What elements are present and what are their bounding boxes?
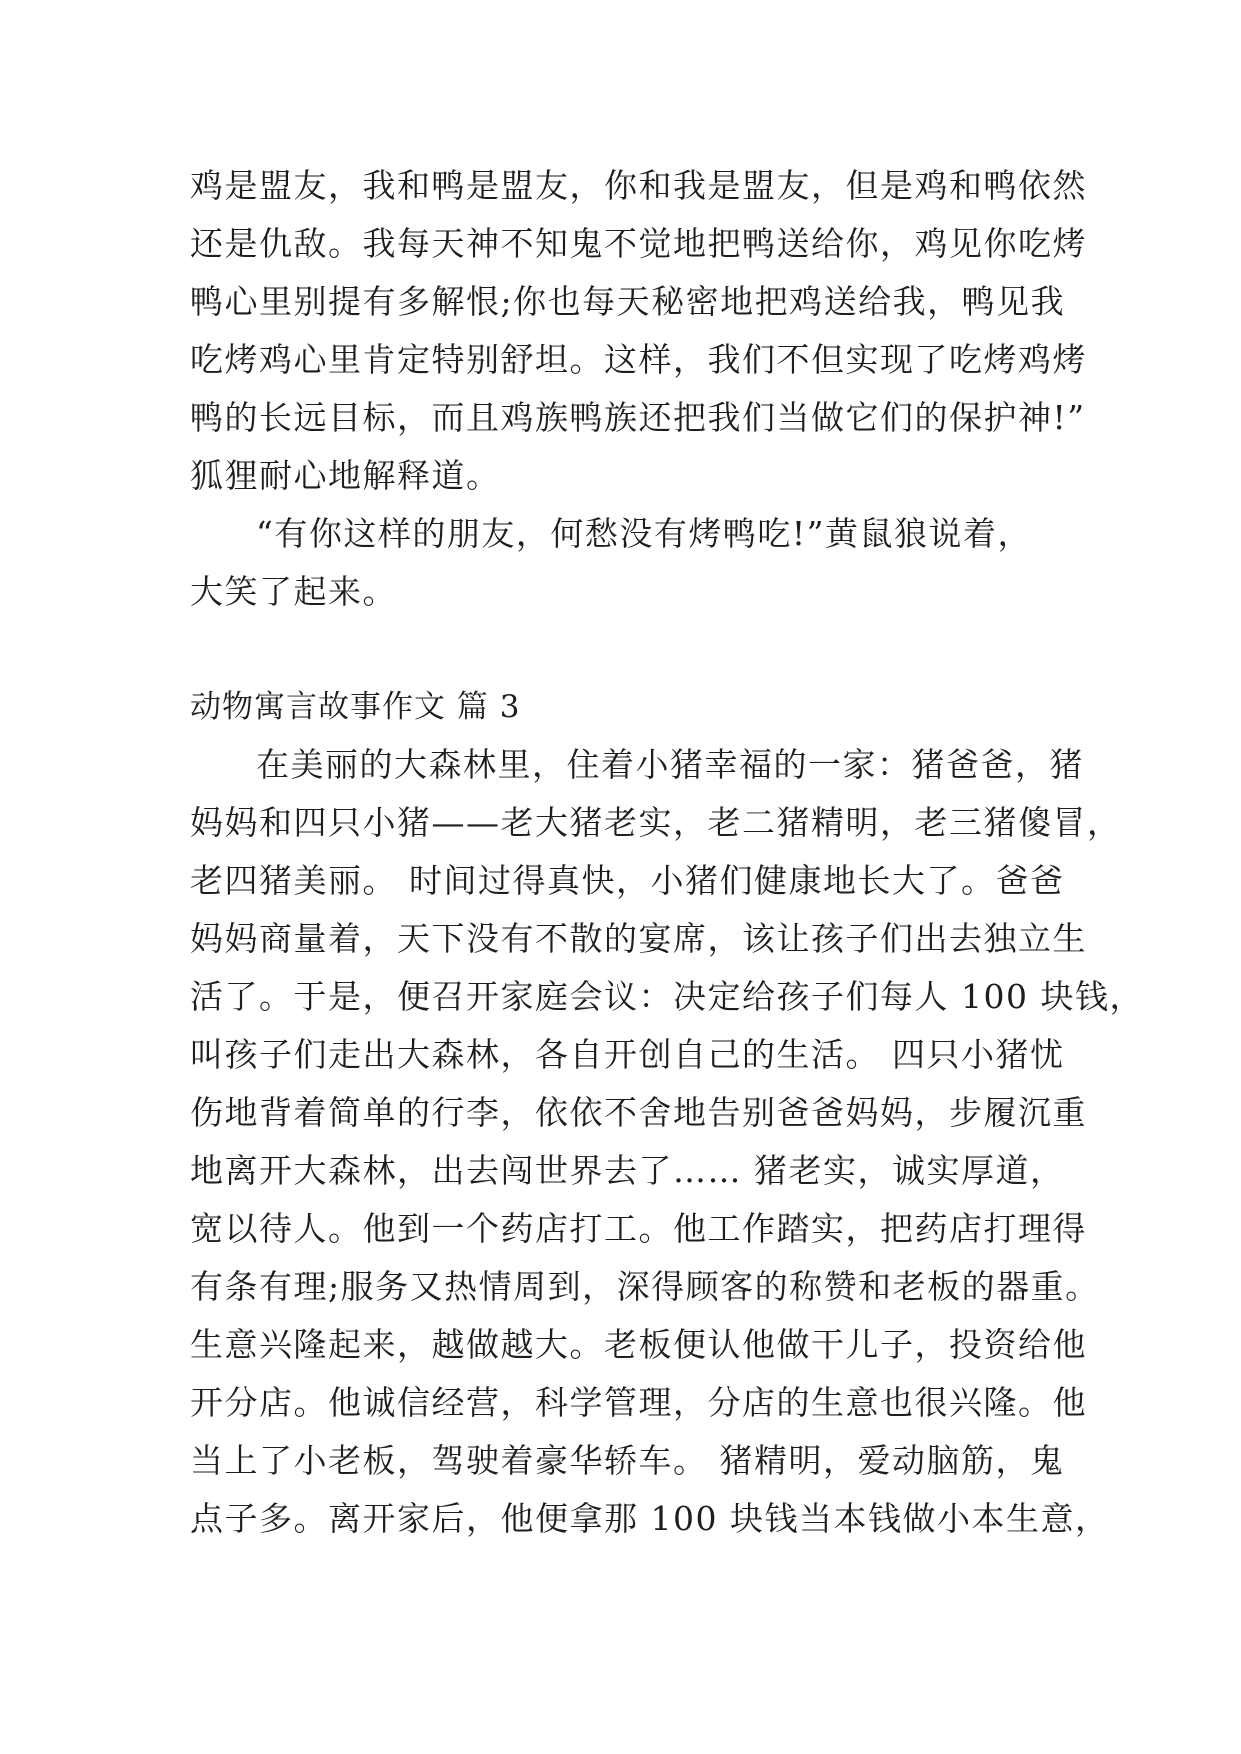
text-line: 大笑了起来。 xyxy=(190,572,397,611)
text-line: 鸭的长远目标，而且鸡族鸭族还把我们当做它们的保护神!” xyxy=(190,398,1086,437)
text-line: 叫孩子们走出大森林，各自开创自己的生活。 四只小猪忧 xyxy=(190,1035,1065,1074)
text-line: 狐狸耐心地解释道。 xyxy=(190,456,501,495)
text-line: 地离开大森林，出去闯世界去了…… 猪老实，诚实厚道， xyxy=(190,1151,1065,1190)
text-line: 伤地背着简单的行李，依依不舍地告别爸爸妈妈，步履沉重 xyxy=(190,1093,1087,1132)
text-line: 吃烤鸡心里肯定特别舒坦。这样，我们不但实现了吃烤鸡烤 xyxy=(190,340,1087,379)
text-line: 鸭心里别提有多解恨;你也每天秘密地把鸡送给我，鸭见我 xyxy=(190,282,1066,321)
text-line: 妈妈商量着，天下没有不散的宴席，该让孩子们出去独立生 xyxy=(190,919,1087,958)
text-line: 开分店。他诚信经营，科学管理，分店的生意也很兴隆。他 xyxy=(190,1383,1087,1422)
text-line: 生意兴隆起来，越做越大。老板便认他做干儿子，投资给他 xyxy=(190,1325,1087,1364)
text-line: 有条有理;服务又热情周到，深得顾客的称赞和老板的器重。 xyxy=(190,1267,1100,1306)
section-heading: 动物寓言故事作文 篇 3 xyxy=(190,689,521,725)
text-line: 鸡是盟友，我和鸭是盟友，你和我是盟友，但是鸡和鸭依然 xyxy=(190,166,1087,205)
text-line: 宽以待人。他到一个药店打工。他工作踏实，把药店打理得 xyxy=(190,1209,1087,1248)
text-line: 妈妈和四只小猪——老大猪老实，老二猪精明，老三猪傻冒， xyxy=(190,803,1122,842)
text-line: 活了。于是，便召开家庭会议：决定给孩子们每人 100 块钱， xyxy=(190,977,1144,1016)
text-line: “有你这样的朋友，何愁没有烤鸭吃!”黄鼠狼说着， xyxy=(256,514,1033,553)
text-line: 在美丽的大森林里，住着小猪幸福的一家：猪爸爸，猪 xyxy=(256,745,1084,784)
text-line: 老四猪美丽。 时间过得真快，小猪们健康地长大了。爸爸 xyxy=(190,861,1065,900)
text-line: 还是仇敌。我每天神不知鬼不觉地把鸭送给你，鸡见你吃烤 xyxy=(190,224,1087,263)
text-line: 点子多。离开家后，他便拿那 100 块钱当本钱做小本生意， xyxy=(190,1499,1110,1538)
text-line: 当上了小老板，驾驶着豪华轿车。 猪精明，爱动脑筋，鬼 xyxy=(190,1441,1065,1480)
